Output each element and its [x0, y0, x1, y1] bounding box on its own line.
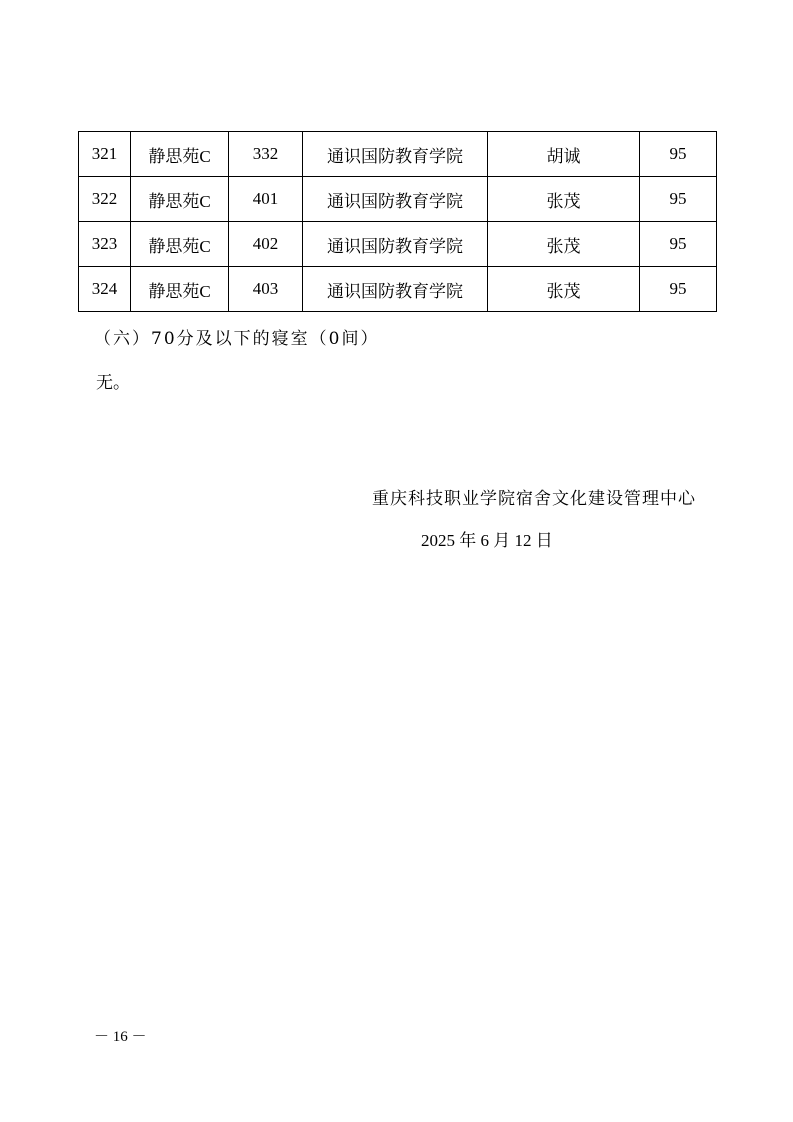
name-cell: 张茂	[488, 222, 640, 267]
building-cell: 静思苑C	[131, 267, 229, 312]
score-cell: 95	[640, 222, 717, 267]
score-cell: 95	[640, 177, 717, 222]
name-cell: 胡诚	[488, 132, 640, 177]
college-cell: 通识国防教育学院	[303, 177, 488, 222]
dormitory-score-table	[78, 131, 717, 312]
college-cell: 通识国防教育学院	[303, 132, 488, 177]
score-cell: 95	[640, 132, 717, 177]
row-number-cell: 323	[79, 222, 131, 267]
building-cell: 静思苑C	[131, 132, 229, 177]
name-cell: 张茂	[488, 177, 640, 222]
table-row	[79, 132, 717, 177]
score-cell: 95	[640, 267, 717, 312]
college-cell: 通识国防教育学院	[303, 222, 488, 267]
room-cell: 403	[229, 267, 303, 312]
section-content: 无。	[96, 373, 130, 393]
section-heading: （六）70分及以下的寝室（0间）	[94, 329, 380, 349]
room-cell: 401	[229, 177, 303, 222]
table-row	[79, 267, 717, 312]
row-number-cell: 324	[79, 267, 131, 312]
room-cell: 402	[229, 222, 303, 267]
issue-date: 2025 年 6 月 12 日	[421, 531, 553, 550]
row-number-cell: 321	[79, 132, 131, 177]
table-row	[79, 222, 717, 267]
building-cell: 静思苑C	[131, 177, 229, 222]
name-cell: 张茂	[488, 267, 640, 312]
table-row	[79, 177, 717, 222]
row-number-cell: 322	[79, 177, 131, 222]
college-cell: 通识国防教育学院	[303, 267, 488, 312]
room-cell: 332	[229, 132, 303, 177]
page-number: － 16 －	[94, 1029, 147, 1045]
building-cell: 静思苑C	[131, 222, 229, 267]
issuing-organization: 重庆科技职业学院宿舍文化建设管理中心	[372, 489, 696, 509]
